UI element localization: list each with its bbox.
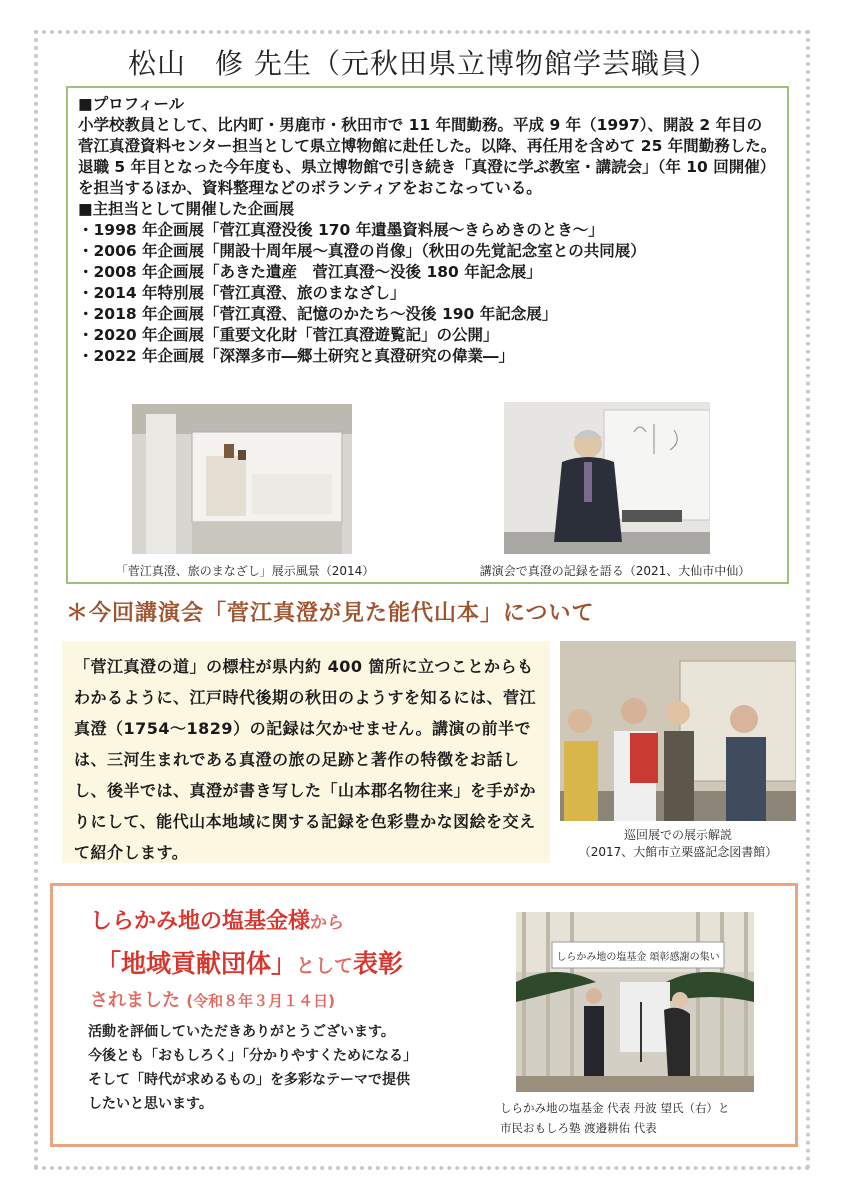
profile-body: 小学校教員として、比内町・男鹿市・秋田市で 11 年間勤務。平成 9 年（1997）、開設 2 年目の菅江真澄資料センター担当として県立博物館に赴任した。以降、再任用を含めて 25 年間勤務した。退職 5 年目となった今年度も、県立博物館で引き続き「真澄に学ぶ教室・講読会」（年 10 回開催）を担当するほか、資料整理などのボランティアをおこなっている。 xyxy=(78,116,777,197)
award-message xyxy=(88,1020,488,1116)
award-line-1-suffix: から xyxy=(310,913,345,933)
lecture-photo xyxy=(504,402,710,554)
exhibits-heading: ■主担当として開催した企画展 xyxy=(78,200,295,218)
exhibit-item: ・ 2022 年企画展「深澤多市―郷土研究と真澄研究の偉業―」 xyxy=(78,346,777,367)
ceremony-caption-line-2: 市民おもしろ塾 渡邉耕佑 代表 xyxy=(500,1121,657,1135)
exhibit-photo-caption: 「菅江真澄、旅のまなざし」展示風景（2014） xyxy=(115,564,375,578)
profile-text xyxy=(78,94,777,367)
award-message-line: 活動を評価していただきありがとうございます。 xyxy=(88,1024,395,1040)
tour-photo-caption xyxy=(560,826,796,860)
exhibit-item: ・ 2014 年特別展「菅江真澄、旅のまなざし」 xyxy=(78,283,777,304)
award-message-line: したいと思います。 xyxy=(88,1096,213,1112)
ceremony-caption-line-1: しらかみ地の塩基金 代表 丹波 望氏（右）と xyxy=(500,1101,730,1115)
tour-photo xyxy=(560,641,796,821)
profile-heading: ■プロフィール xyxy=(78,95,185,113)
lecture-photo-caption: 講演会で真澄の記録を語る（2021、大仙市中仙） xyxy=(479,564,751,578)
award-line-3 xyxy=(90,986,335,1012)
tour-caption-line-2: （2017、大館市立栗盛記念図書館） xyxy=(578,845,778,859)
award-line-3-main: されました xyxy=(90,990,180,1011)
award-date: (令和８年３月１４日) xyxy=(186,992,335,1010)
lecture-heading: ＊今回講演会「菅江真澄が見た能代山本」について xyxy=(66,601,595,626)
exhibits-list xyxy=(78,220,777,367)
lecture-description: 「菅江真澄の道」の標柱が県内約 400 箇所に立つことからもわかるように、江戸時代後期の秋田のようすを知るには、菅江真澄（1754〜1829）の記録は欠かせません。講演の前半では、三河生まれである真澄の旅の足跡と著作の特徴をお話しし、後半では、真澄が書き写した「山本郡名物往来」を手がかりにして、能代山本地域に関する記録を色彩豊かな図絵を交えて紹介します。 xyxy=(62,641,550,863)
award-org-name: しらかみ地の塩基金様 xyxy=(90,909,311,934)
tour-caption-line-1: 巡回展での展示解説 xyxy=(623,828,732,842)
exhibit-item: ・ 2018 年企画展「菅江真澄、記憶のかたち〜没後 190 年記念展」 xyxy=(78,304,777,325)
award-honor-name: 「地域貢献団体」 xyxy=(96,949,297,978)
award-line-1 xyxy=(90,904,344,935)
ceremony-photo-caption xyxy=(500,1098,776,1138)
exhibit-item: ・ 2020 年企画展「重要文化財「菅江真澄遊覧記」の公開」 xyxy=(78,325,777,346)
exhibit-item: ・ 1998 年企画展「菅江真澄没後 170 年遺墨資料展〜きらめきのとき〜」 xyxy=(78,220,777,241)
exhibit-item: ・ 2006 年企画展「開設十周年展〜真澄の肖像」（秋田の先覚記念室との共同展） xyxy=(78,241,777,262)
page-title: 松山 修 先生（元秋田県立博物館学芸職員） xyxy=(128,47,718,80)
award-message-line: そして「時代が求めるもの」を多彩なテーマで提供 xyxy=(88,1072,410,1088)
exhibit-item: ・ 2008 年企画展「あきた遺産 菅江真澄〜没後 180 年記念展」 xyxy=(78,262,777,283)
ceremony-banner-text: しらかみ地の塩基金 頌彰感謝の集い xyxy=(556,952,720,963)
ceremony-photo xyxy=(516,912,754,1092)
award-line-2-mid: として xyxy=(296,955,354,977)
award-message-line: 今後とも「おもしろく」「分かりやすくためになる」 xyxy=(88,1048,417,1064)
award-line-2-end: 表彰 xyxy=(353,949,404,978)
award-line-2 xyxy=(96,944,403,980)
exhibit-hall-photo xyxy=(132,404,352,554)
